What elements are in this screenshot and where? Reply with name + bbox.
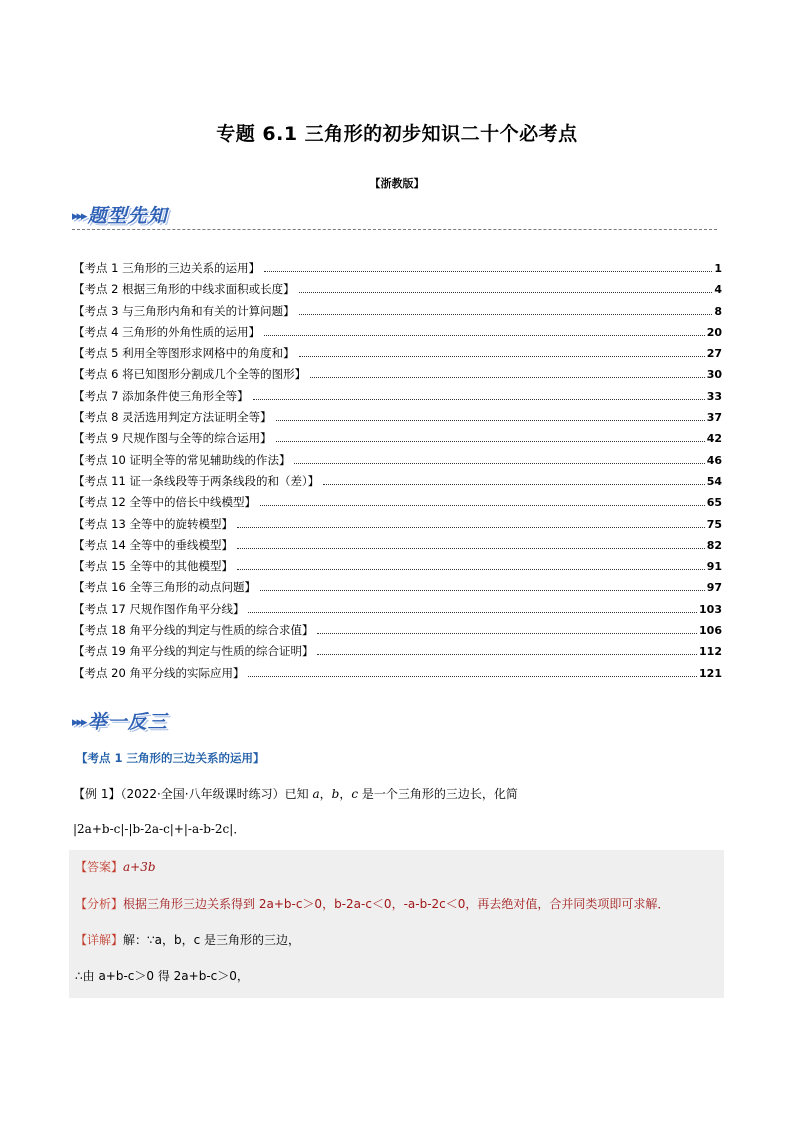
- solution-box: [69, 850, 724, 998]
- toc-entry[interactable]: [73, 494, 722, 515]
- toc-entry[interactable]: [73, 345, 722, 366]
- toc-entry[interactable]: [73, 665, 722, 686]
- toc-entry[interactable]: [73, 303, 722, 324]
- toc-dot-leader: [260, 496, 705, 506]
- toc-entry-label: 【考点 3 与三角形内角和有关的计算问题】: [73, 303, 295, 318]
- toc-page-number: 54: [706, 474, 722, 488]
- toc-entry-label: 【考点 18 角平分线的判定与性质的综合求值】: [73, 623, 314, 638]
- toc-dot-leader: [323, 475, 704, 485]
- analysis-line: [75, 895, 669, 912]
- analysis-conditions: 2a+b-c＞0，b-2a-c＜0，-a-b-2c＜0，: [258, 897, 478, 911]
- toc-page-number: 1: [714, 262, 722, 275]
- toc-dot-leader: [237, 539, 705, 549]
- toc-entry[interactable]: [73, 579, 722, 600]
- toc-page-number: 42: [706, 432, 722, 446]
- toc-entry-label: 【考点 14 全等中的垂线模型】: [73, 537, 233, 552]
- toc-entry-label: 【考点 11 证一条线段等于两条线段的和（差）】: [73, 473, 320, 488]
- answer-value: a+3b: [123, 860, 156, 874]
- triple-arrow-icon: ▸▸▸: [72, 209, 86, 224]
- page-title: 专题 6.1 三角形的初步知识二十个必考点: [216, 123, 578, 145]
- toc-entry-label: 【考点 20 角平分线的实际应用】: [73, 665, 245, 680]
- var-a: a: [312, 787, 320, 801]
- toc-entry-label: 【考点 6 将已知图形分割成几个全等的图形】: [73, 367, 307, 382]
- detail-line: [75, 931, 300, 948]
- toc-entry[interactable]: [73, 643, 722, 664]
- toc-entry[interactable]: [73, 324, 722, 345]
- toc-page-number: 121: [699, 666, 722, 680]
- toc-entry-label: 【考点 17 尺规作图作角平分线】: [73, 601, 245, 616]
- example-expression: |2a+b-c|-|b-2a-c|+|-a-b-2c|．: [73, 822, 246, 836]
- toc-page-number: 46: [706, 453, 722, 467]
- toc-page-number: 106: [699, 624, 722, 638]
- toc-page-number: 82: [706, 538, 722, 552]
- toc-entry-label: 【考点 10 证明全等的常见辅助线的作法】: [73, 452, 291, 467]
- separator: ，: [339, 787, 352, 801]
- toc-entry[interactable]: [73, 558, 722, 579]
- toc-entry[interactable]: [73, 281, 722, 302]
- toc-entry-label: 【考点 13 全等中的旋转模型】: [73, 516, 233, 531]
- banner-text: 题型先知: [87, 205, 168, 227]
- example-prefix: 【例 1】（2022·全国·八年级课时练习）已知: [73, 787, 309, 801]
- toc-entry[interactable]: [73, 388, 722, 409]
- toc-page-number: 37: [706, 411, 722, 425]
- toc-entry[interactable]: [73, 622, 722, 643]
- toc-dot-leader: [299, 347, 705, 357]
- toc-page-number: 112: [699, 645, 722, 659]
- toc-entry[interactable]: [73, 409, 722, 430]
- toc-dot-leader: [317, 624, 697, 634]
- toc-entry[interactable]: [73, 516, 722, 537]
- toc-page-number: 8: [714, 304, 722, 318]
- detail-line-2: ∴由 a+b-c＞0 得 2a+b-c＞0，: [75, 969, 249, 983]
- toc-entry[interactable]: [73, 260, 722, 281]
- toc-page-number: 91: [706, 560, 722, 574]
- banner-text: 举一反三: [87, 711, 168, 733]
- toc-entry[interactable]: [73, 452, 722, 473]
- toc-entry-label: 【考点 4 三角形的外角性质的运用】: [73, 324, 261, 339]
- analysis-tag: 【分析】: [75, 897, 124, 911]
- toc-dot-leader: [299, 283, 713, 293]
- banner-examples: [72, 707, 168, 735]
- toc-dot-leader: [294, 454, 704, 464]
- toc-entry-label: 【考点 19 角平分线的判定与性质的综合证明】: [73, 644, 314, 659]
- toc-dot-leader: [260, 581, 705, 591]
- toc-entry-label: 【考点 1 三角形的三边关系的运用】: [73, 261, 261, 275]
- detail-tag: 【详解】: [75, 933, 124, 947]
- toc-page-number: 30: [706, 368, 722, 382]
- toc-entry-label: 【考点 9 尺规作图与全等的综合运用】: [73, 431, 272, 446]
- toc-dot-leader: [253, 390, 705, 400]
- example-question: [73, 784, 723, 804]
- toc-dot-leader: [237, 518, 705, 528]
- toc-page-number: 97: [706, 581, 722, 595]
- edition-label: 【浙教版】: [369, 177, 425, 190]
- var-c: c: [351, 787, 359, 801]
- toc-dot-leader: [248, 603, 697, 613]
- toc-page-number: 4: [714, 283, 722, 297]
- toc-page-number: 27: [706, 347, 722, 361]
- toc-entry-label: 【考点 12 全等中的倍长中线模型】: [73, 495, 256, 510]
- detail-text: 解：∵a，b，c 是三角形的三边，: [123, 933, 301, 947]
- answer-tag: 【答案】: [75, 860, 124, 874]
- toc-dot-leader: [310, 368, 705, 378]
- toc-page-number: 103: [699, 602, 722, 616]
- banner-question-types: [72, 201, 168, 229]
- section-heading: 【考点 1 三角形的三边关系的运用】: [76, 751, 265, 765]
- toc-entry-label: 【考点 16 全等三角形的动点问题】: [73, 580, 256, 595]
- toc-dot-leader: [264, 262, 712, 272]
- var-b: b: [331, 787, 340, 801]
- toc-entry[interactable]: [73, 430, 722, 451]
- analysis-text: 根据三角形三边关系得到: [123, 897, 259, 911]
- toc-dot-leader: [276, 411, 705, 421]
- analysis-text-end: 再去绝对值，合并同类项即可求解．: [477, 897, 670, 911]
- toc-entry[interactable]: [73, 473, 722, 494]
- toc-dot-leader: [248, 667, 697, 677]
- toc-page-number: 20: [706, 325, 722, 339]
- toc-entry[interactable]: [73, 601, 722, 622]
- toc-page-number: 75: [706, 517, 722, 531]
- table-of-contents: [73, 260, 722, 686]
- toc-dot-leader: [299, 305, 713, 315]
- toc-dot-leader: [264, 326, 705, 336]
- answer-line: [75, 858, 156, 875]
- toc-entry-label: 【考点 7 添加条件使三角形全等】: [73, 388, 249, 403]
- toc-entry-label: 【考点 8 灵活选用判定方法证明全等】: [73, 410, 272, 425]
- toc-entry-label: 【考点 5 利用全等图形求网格中的角度和】: [73, 346, 295, 361]
- toc-entry[interactable]: [73, 537, 722, 558]
- separator: ，: [319, 787, 332, 801]
- toc-page-number: 33: [706, 389, 722, 403]
- dashed-divider: [72, 229, 717, 230]
- toc-entry-label: 【考点 15 全等中的其他模型】: [73, 559, 233, 574]
- toc-entry[interactable]: [73, 366, 722, 387]
- toc-entry-label: 【考点 2 根据三角形的中线求面积或长度】: [73, 282, 295, 297]
- toc-dot-leader: [237, 560, 705, 570]
- toc-dot-leader: [276, 432, 705, 442]
- triple-arrow-icon: ▸▸▸: [72, 715, 86, 730]
- example-suffix: 是一个三角形的三边长，化简: [361, 787, 518, 801]
- toc-page-number: 65: [706, 496, 722, 510]
- toc-dot-leader: [317, 645, 697, 655]
